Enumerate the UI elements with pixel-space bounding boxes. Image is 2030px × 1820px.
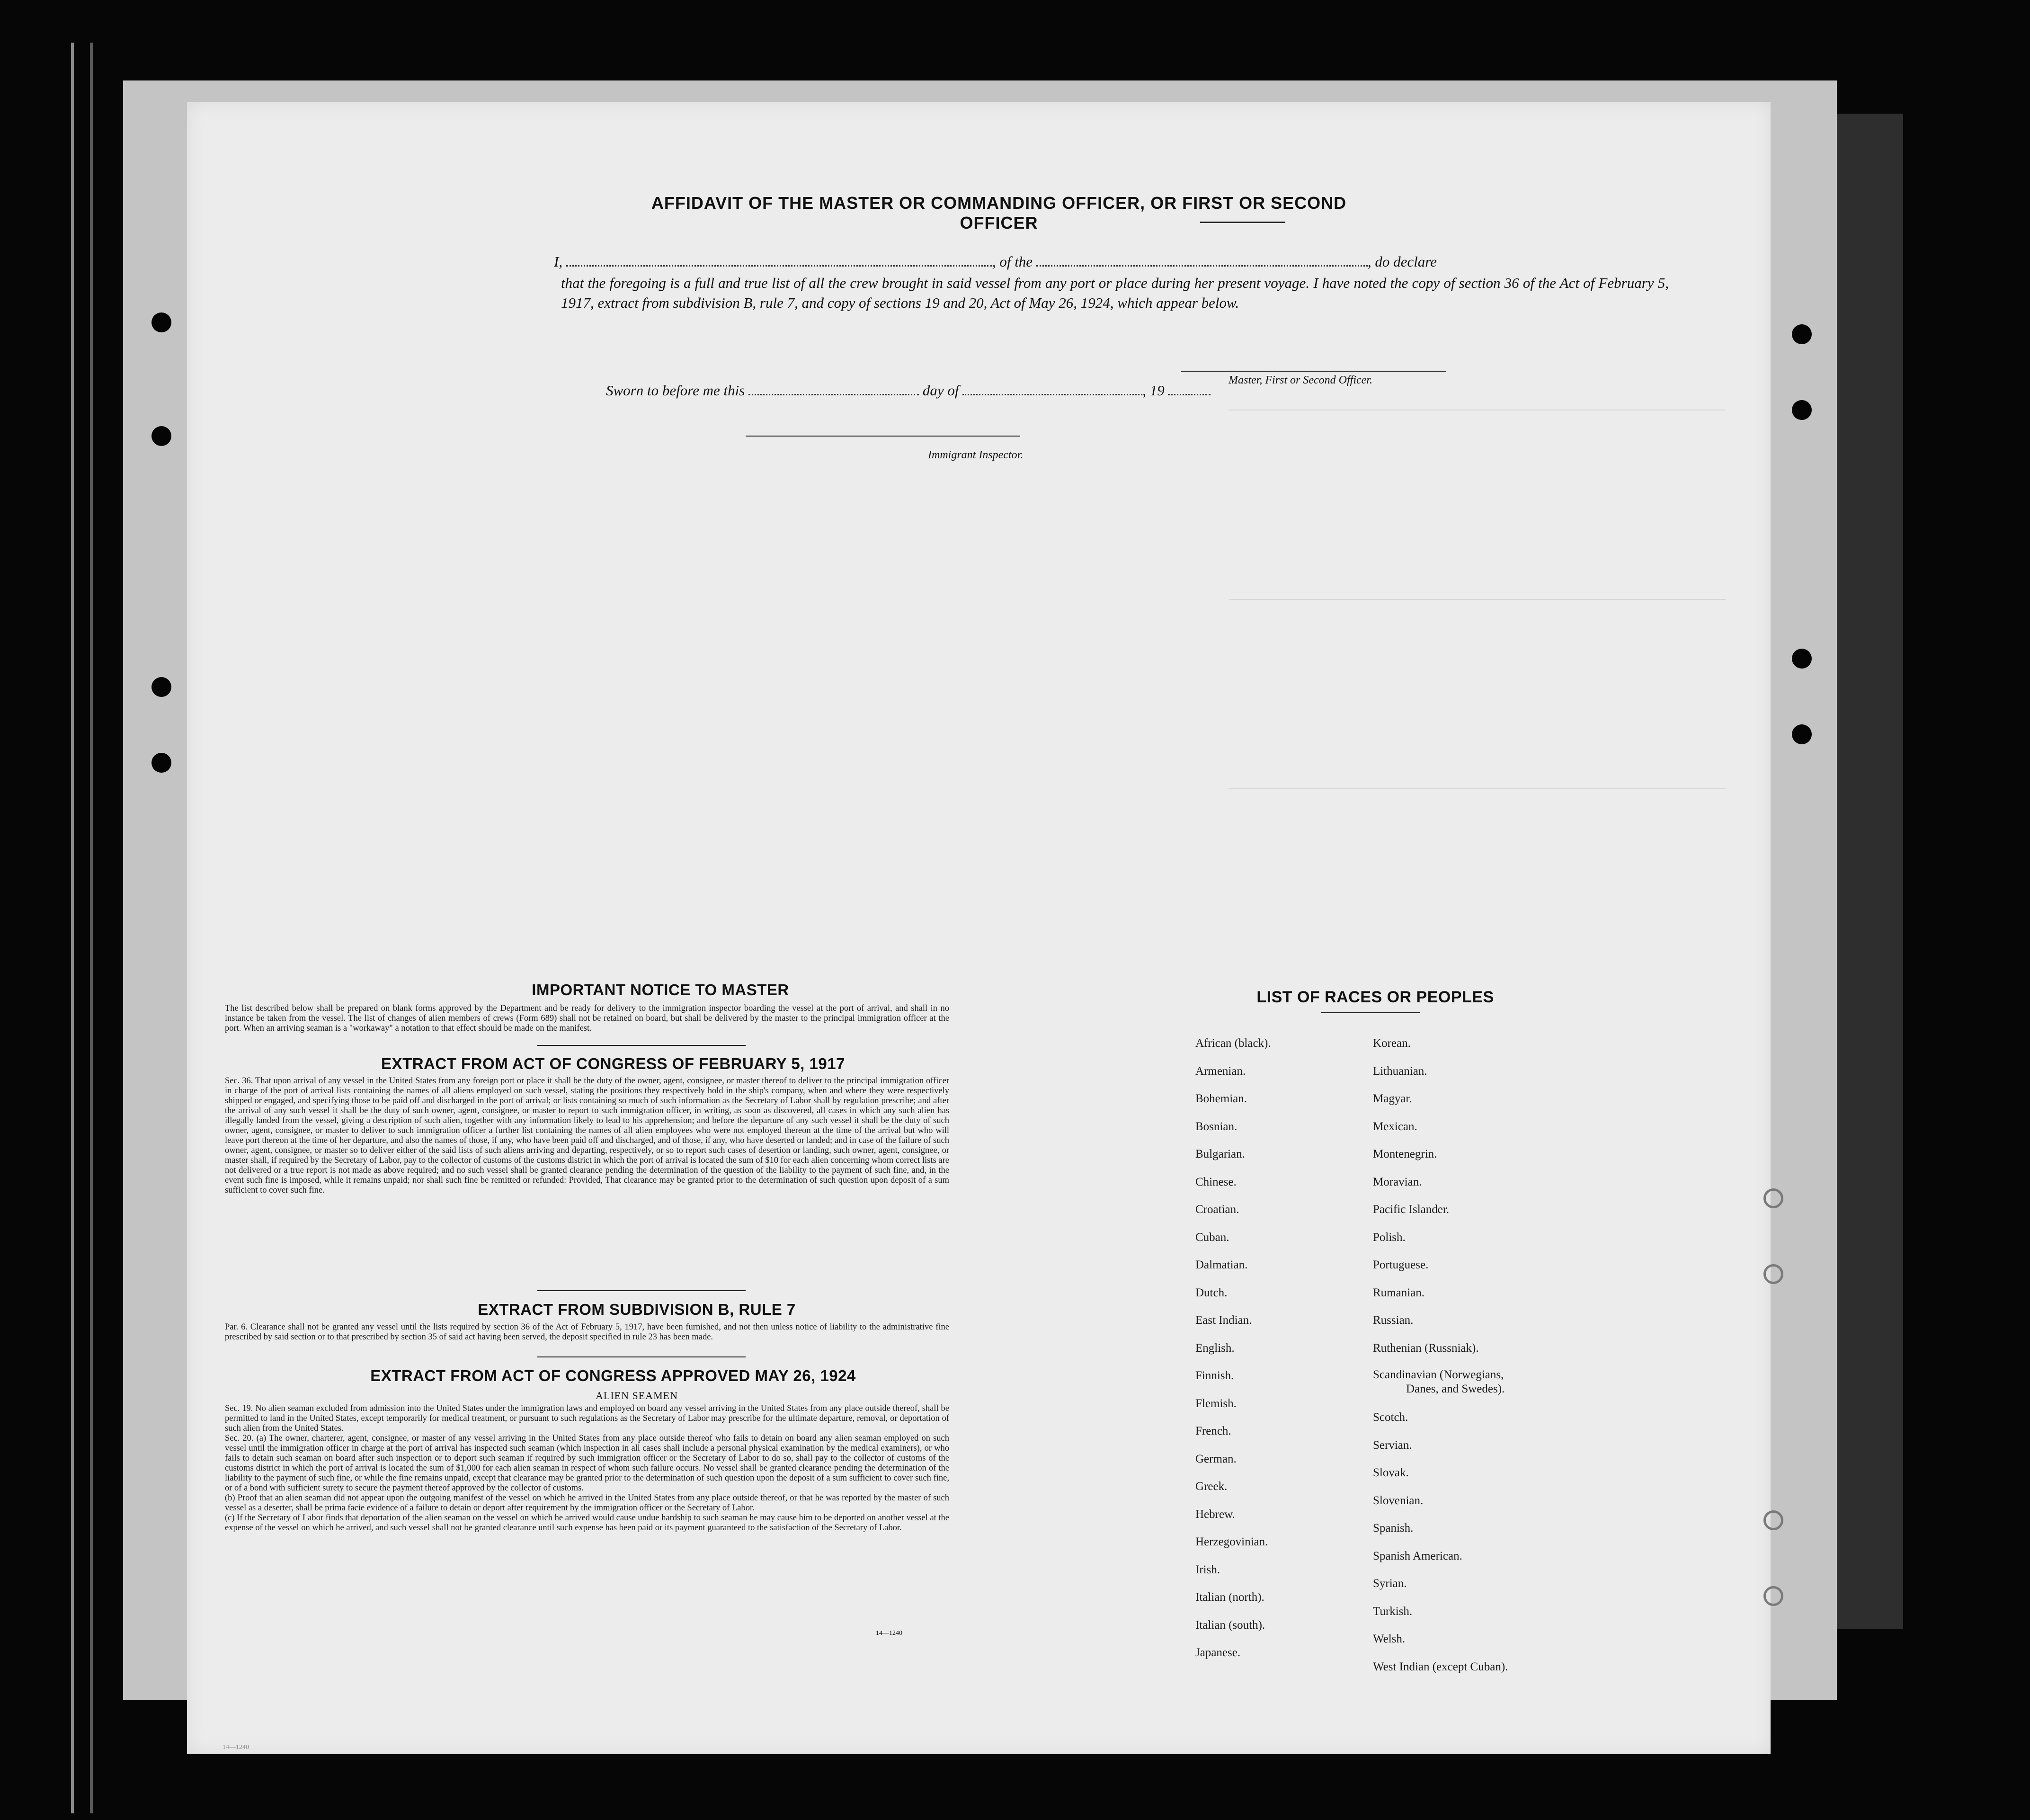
punch-hole: [1792, 324, 1812, 344]
punch-hole: [151, 677, 171, 697]
vessel-blank: [1036, 265, 1368, 267]
declaration-i: I,: [554, 253, 563, 270]
race-item: Turkish.: [1373, 1605, 1413, 1618]
race-item: Cuban.: [1195, 1231, 1229, 1244]
extract-1924-title: EXTRACT FROM ACT OF CONGRESS APPROVED MAY 26, 1924: [370, 1367, 856, 1384]
show-through-line: [1229, 788, 1726, 789]
race-item: Bohemian.: [1195, 1092, 1247, 1105]
affidavit-page: [187, 102, 1771, 1754]
race-item: Rumanian.: [1373, 1286, 1425, 1299]
page-edge-line: [90, 43, 93, 1813]
day-of-text: day of: [922, 382, 959, 399]
divider: [537, 1356, 746, 1357]
race-item: Russian.: [1373, 1314, 1414, 1327]
race-item: Finnish.: [1195, 1369, 1234, 1382]
race-item: Lithuanian.: [1373, 1064, 1427, 1078]
race-item: Italian (south).: [1195, 1618, 1265, 1632]
race-item: Scotch.: [1373, 1411, 1408, 1424]
inspector-signature-line: [746, 436, 1020, 437]
bottom-form-stamp: 14—1240: [223, 1744, 249, 1751]
race-item: Spanish.: [1373, 1522, 1414, 1535]
punch-hole: [1792, 649, 1812, 669]
extract-1917-body: Sec. 36. That upon arrival of any vessel in the United States from any foreign port or place it shall be the duty of the owner, agent, consignee, or master thereof to deliver to the principal immigration officer in charge of the port of arrival lists containing the names of all aliens employed on such vessel, stating the positions they respectively hold in the ship's company, when and where they were respectively shipped or engaged, and specifying those to be paid off and discharged in the port of arrival; or lists containing so much of such information as the Secretary of Labor shall by regulation prescribe; and after the arrival of any such vessel it shall be the duty of such owner, agent, consignee, or master to report to such immigration officer, in writing, as soon as discovered, all cases in which any such alien has illegally landed from the vessel, giving a description of such alien, together with any information likely to lead to his apprehension; and before the departure of any such vessel it shall be the duty of such owner, agent, consignee, or master to deliver to such immigration officer a further list containing the names of all alien employees who were not employed thereon at the time of the arrival but who will leave port thereon at the time of her departure, and also the names of those, if any, who have been paid off and discharged, and of those, if any, who have deserted or landed; and in case of the failure of such owner, agent, consignee, or master so to deliver either of the said lists of such aliens arriving and departing, respectively, or so to report such cases of desertion or landing, such owner, agent, consignee, or master shall, if required by the Secretary of Labor, pay to the collector of customs of the customs district in which the port of arrival is located the sum of $10 for each alien concerning whom correct lists are not delivered or a true report is not made as above required; and no such vessel shall be granted clearance pending the determination of the question of the liability to the payment of such fine, and, in the event such fine is imposed, while it remains unpaid; nor shall such fine be remitted or refunded: Provided, That clearance may be granted prior to the determination of such question upon deposit of a sum sufficient to cover such fine.: [225, 1076, 949, 1195]
race-item: Dutch.: [1195, 1286, 1228, 1299]
race-item: Bulgarian.: [1195, 1148, 1245, 1160]
race-item: Welsh.: [1373, 1633, 1406, 1645]
month-blank: [962, 394, 1142, 395]
race-item: Armenian.: [1195, 1064, 1246, 1078]
race-item: Montenegrin.: [1373, 1148, 1437, 1160]
show-through-line: [1229, 599, 1726, 600]
subdivision-b-body: Par. 6. Clearance shall not be granted any vessel until the lists required by section 36 of the Act of February 5, 1917, have been furnished, and not then unless notice of liability to the administrative fine prescribed by said section or to that prescribed by section 35 of said act having been served, the deposit specified in rule 23 has been made.: [225, 1322, 949, 1342]
race-item: English.: [1195, 1341, 1235, 1355]
race-item: French.: [1195, 1425, 1231, 1437]
section-20a: Sec. 20. (a) The owner, charterer, agent, consignee, or master of any vessel arriving in the United States from any place outside thereof who fails to detain on board any alien seaman employed on such vessel until the immigration officer in charge at the port of arrival has inspected such seaman (which inspection in all cases shall include a personal physical examination by the medical examiners), or who fails to detain such seaman on board after such inspection or to deport such seaman if required by such immigration officer or the Secretary of Labor to do so, shall pay to the collector of customs of the customs district in which the port of arrival is located the sum of $1,000 for each alien seaman in respect of whom such failure occurs. No vessel shall be granted clearance pending the determination of the liability to the payment of such fine, or while the fine remains unpaid, except that clearance may be granted prior to the determination of such question upon the deposit of a sum sufficient to cover such fine, or of a bond with sufficient surety to secure the payment thereof approved by the collector of customs.: [225, 1434, 949, 1493]
race-item: Spanish American.: [1373, 1549, 1462, 1562]
race-item: Servian.: [1373, 1438, 1412, 1452]
alien-seamen-subtitle: ALIEN SEAMEN: [596, 1390, 678, 1401]
name-blank: [566, 265, 992, 267]
race-item: Mexican.: [1373, 1120, 1417, 1133]
race-item: Dalmatian.: [1195, 1258, 1248, 1271]
race-item: Magyar.: [1373, 1092, 1412, 1105]
punch-hole: [1763, 1586, 1783, 1606]
punch-hole: [1792, 400, 1812, 420]
punch-hole: [151, 312, 171, 332]
punch-hole: [1792, 724, 1812, 744]
race-item: Scandinavian (Norwegians,: [1373, 1368, 1504, 1381]
race-item: Portuguese.: [1373, 1258, 1429, 1271]
signature-label: Master, First or Second Officer.: [1229, 374, 1372, 386]
race-item: Japanese.: [1195, 1646, 1241, 1659]
day-blank: [748, 394, 919, 395]
affidavit-title: AFFIDAVIT OF THE MASTER OR COMMANDING OFFICER, OR FIRST OR SECOND OFFICER: [651, 193, 1347, 232]
section-20c: (c) If the Secretary of Labor finds that deportation of the alien seaman on the vessel on which he arrived would cause undue hardship to such seaman he may cause him to be deported on another vessel at the expense of the vessel on which he arrived, and such vessel shall not be granted clearance until such expense has been paid or its payment guaranteed to the satisfaction of the Secretary of Labor.: [225, 1513, 949, 1533]
race-item: West Indian (except Cuban).: [1373, 1660, 1508, 1673]
declaration-end: , do declare: [1367, 253, 1437, 270]
form-number: 14—1240: [876, 1630, 902, 1637]
extract-1924-body: [225, 1404, 949, 1533]
extract-1917-title: EXTRACT FROM ACT OF CONGRESS OF FEBRUARY 5, 1917: [381, 1055, 845, 1072]
declaration-line: [554, 253, 1671, 270]
races-right-column: [1373, 1030, 1576, 1681]
signature-line: [1181, 371, 1446, 372]
races-title: LIST OF RACES OR PEOPLES: [1256, 988, 1494, 1006]
dark-margin-strip: [1837, 114, 1903, 1629]
declaration-body: that the foregoing is a full and true list of all the crew brought in said vessel from any port or place during her present voyage. I have noted the copy of section 36 of the Act of February 5, 1917, extract from subdivision B, rule 7, and copy of sections 19 and 20, Act of May 26, 1924, which appear below.: [561, 275, 1669, 311]
subdivision-b-title: EXTRACT FROM SUBDIVISION B, RULE 7: [478, 1301, 796, 1318]
sworn-line: [606, 382, 1458, 399]
year-blank: [1168, 394, 1211, 395]
race-item: Chinese.: [1195, 1175, 1237, 1188]
declaration-of-the: , of the: [992, 253, 1033, 270]
race-item: Croatian.: [1195, 1203, 1239, 1216]
notice-title: IMPORTANT NOTICE TO MASTER: [532, 981, 789, 999]
section-19: Sec. 19. No alien seaman excluded from admission into the United States under the immigration laws and employed on board any vessel arriving in the United States from any place outside thereof, shall be permitted to land in the United States, except temporarily for medical treatment, or pursuant to such regulations as the Secretary of Labor may prescribe for the ultimate departure, removal, or deportation of such alien from the United States.: [225, 1404, 949, 1433]
race-item: Polish.: [1373, 1231, 1406, 1244]
race-item: Danes, and Swedes).: [1406, 1383, 1505, 1395]
divider: [537, 1045, 746, 1046]
race-item: African (black).: [1195, 1037, 1271, 1050]
inspector-label: Immigrant Inspector.: [928, 449, 1024, 461]
page-edge-line: [71, 43, 74, 1813]
race-item: Syrian.: [1373, 1577, 1407, 1590]
race-item: Hebrew.: [1195, 1508, 1235, 1521]
section-20b: (b) Proof that an alien seaman did not appear upon the outgoing manifest of the vessel on which he arrived in the United States from any place outside thereof, or that he was reported by the master of such vessel as a deserter, shall be prima facie evidence of a failure to detain or deport after requirement by the immigration officer or the Secretary of Labor.: [225, 1493, 949, 1513]
race-item: East Indian.: [1195, 1314, 1252, 1327]
race-item: German.: [1195, 1452, 1237, 1465]
punch-hole: [1763, 1188, 1783, 1208]
races-left-column: [1195, 1030, 1356, 1667]
race-item: Pacific Islander.: [1373, 1203, 1450, 1216]
punch-hole: [1763, 1510, 1783, 1530]
divider: [537, 1290, 746, 1291]
year-prefix: , 19: [1142, 382, 1165, 399]
notice-body: The list described below shall be prepared on blank forms approved by the Department and be ready for delivery to the immigration inspector boarding the vessel at the port of arrival, and shall in no instance be taken from the vessel. The list of changes of alien members of crews (Form 689) shall not be retained on board, but shall be delivered by the master to the principal immigration officer at the port. When an arriving seaman is a "workaway" a notation to that effect should be made on the manifest.: [225, 1004, 949, 1033]
divider: [1321, 1012, 1420, 1013]
divider: [1200, 222, 1285, 223]
punch-hole: [151, 753, 171, 773]
race-item: Herzegovinian.: [1195, 1535, 1268, 1548]
race-item: Greek.: [1195, 1480, 1228, 1493]
race-item: Italian (north).: [1195, 1591, 1264, 1604]
race-item: Korean.: [1373, 1037, 1411, 1050]
race-item: Ruthenian (Russniak).: [1373, 1341, 1479, 1355]
race-item: Moravian.: [1373, 1175, 1422, 1188]
race-item: Irish.: [1195, 1563, 1220, 1576]
sworn-text: Sworn to before me this: [606, 382, 745, 399]
punch-hole: [1763, 1264, 1783, 1284]
race-item: Flemish.: [1195, 1397, 1237, 1410]
race-item: Bosnian.: [1195, 1120, 1238, 1133]
punch-hole: [151, 426, 171, 446]
race-item: Slovak.: [1373, 1466, 1409, 1479]
race-item: Slovenian.: [1373, 1494, 1424, 1507]
